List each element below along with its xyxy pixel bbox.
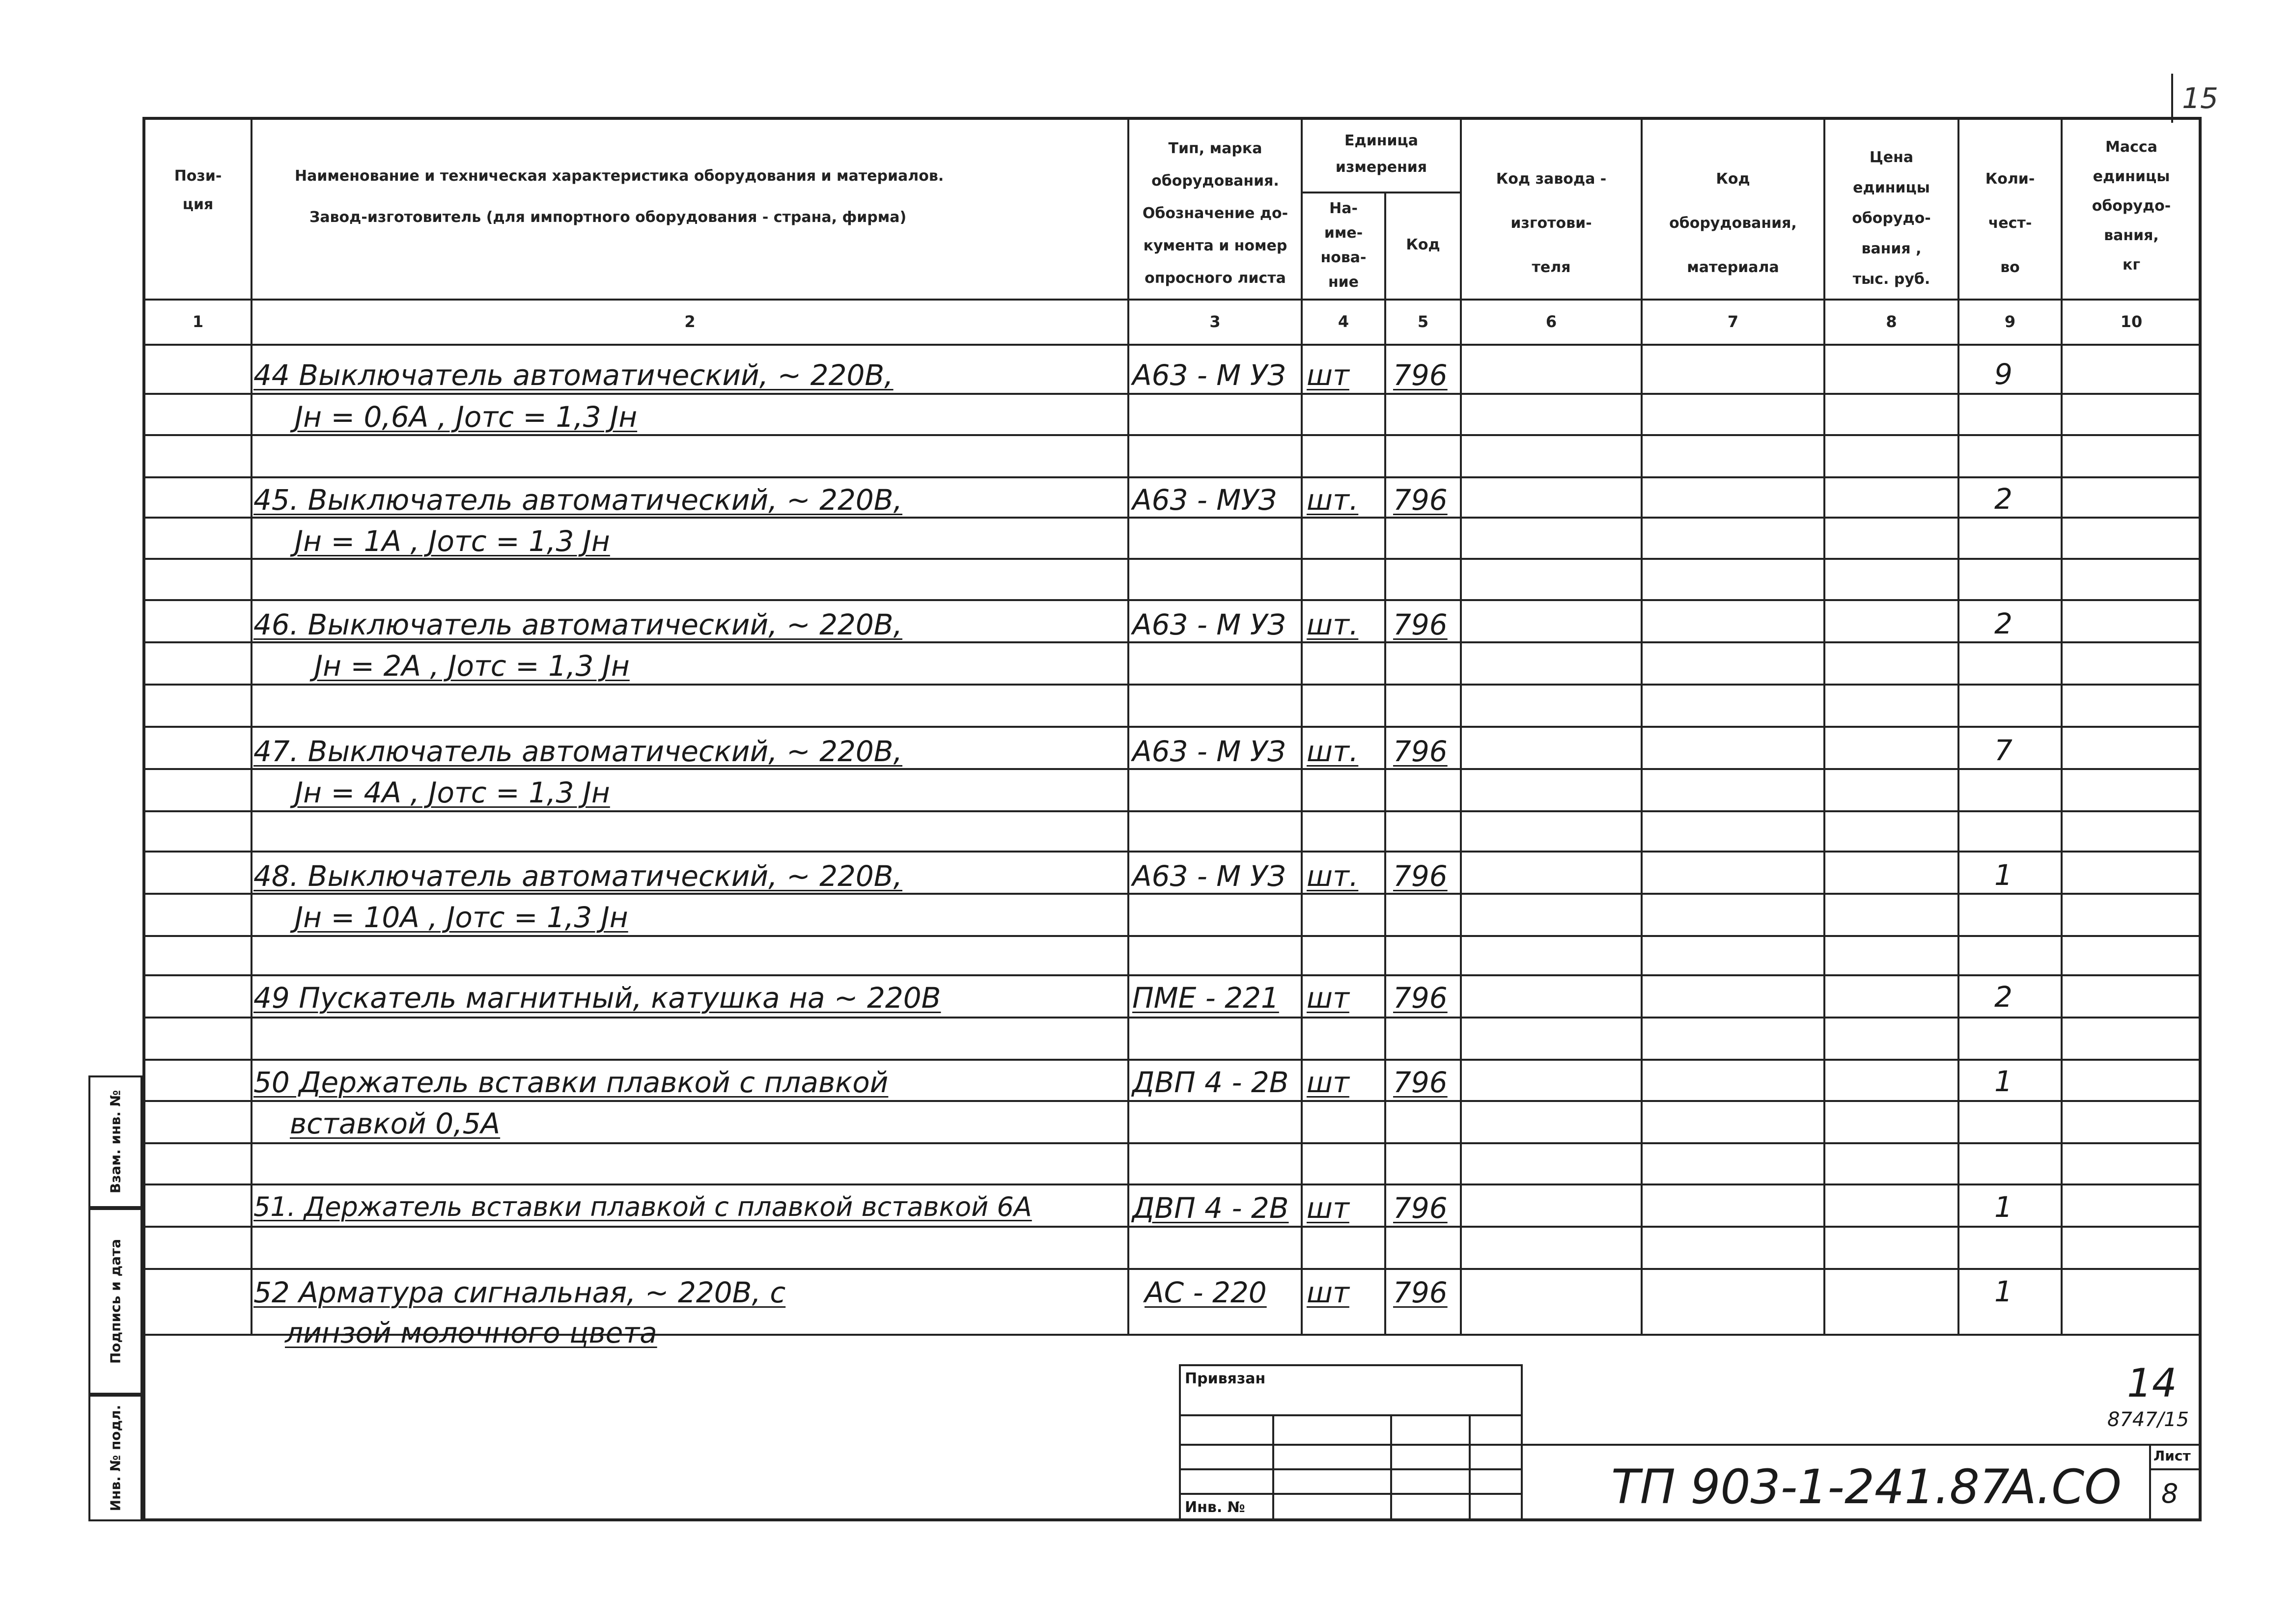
row-47-code: 796: [1393, 735, 1448, 768]
privyazan-block: [1179, 1364, 1523, 1520]
header-col3: Тип, марка оборудования. Обозначение до- кумента и номер опросного листа: [1142, 140, 1288, 287]
row-52-qty: 1: [1994, 1275, 2012, 1308]
row-47-description-2: Jн = 4А , Jотс = 1,3 Jн: [295, 776, 610, 809]
list-cell-line: [2149, 1444, 2151, 1520]
column-number-5: 5: [1417, 312, 1429, 331]
row-line: [142, 393, 2202, 395]
column-number-1: 1: [192, 312, 204, 331]
row-line: [142, 935, 2202, 937]
header-col5: Код: [1406, 236, 1440, 253]
row-49-unit: шт: [1307, 981, 1349, 1015]
row-line: [142, 1059, 2202, 1061]
row-51-code: 796: [1393, 1191, 1448, 1225]
list-label: Лист: [2153, 1448, 2191, 1464]
row-48-qty: 1: [1994, 858, 2012, 892]
row-48-unit: шт.: [1307, 859, 1359, 893]
row-44-unit: шт: [1307, 358, 1349, 392]
row-49-type: ПМЕ - 221: [1132, 981, 1279, 1015]
handwritten-page-number: 14: [2127, 1360, 2177, 1406]
row-line: [142, 1100, 2202, 1102]
row-48-code: 796: [1393, 859, 1448, 893]
column-number-2: 2: [684, 312, 696, 331]
header-unit-group: Единица измерения: [1335, 132, 1427, 176]
row-45-qty: 2: [1994, 482, 2012, 516]
document-code: ТП 903-1-241.87: [1611, 1459, 2010, 1514]
row-46-code: 796: [1393, 608, 1448, 641]
row-51-unit: шт: [1307, 1191, 1349, 1225]
row-48-description: 48. Выключатель автоматический, ~ 220В,: [253, 859, 903, 893]
row-51-type: ДВП 4 - 2В: [1132, 1191, 1289, 1225]
row-line: [142, 558, 2202, 560]
row-44-code: 796: [1393, 358, 1448, 392]
column-number-6: 6: [1545, 312, 1557, 331]
row-line: [142, 517, 2202, 519]
row-line: [142, 893, 2202, 895]
row-48-type: А63 - М УЗ: [1132, 859, 1286, 893]
header-col1: Пози- ция: [174, 167, 222, 213]
header-col7: Код оборудования, материала: [1669, 170, 1797, 276]
header-bottom-line: [142, 299, 2202, 301]
title-block-line: [1523, 1444, 2202, 1446]
sheet-top-number: 15: [2171, 74, 2227, 123]
row-line: [142, 476, 2202, 478]
row-line: [142, 726, 2202, 728]
row-line: [142, 974, 2202, 976]
column-number-3: 3: [1209, 312, 1221, 331]
inv-no-label: Инв. №: [1185, 1499, 1245, 1516]
header-col4: На- име- нова- ние: [1320, 200, 1367, 291]
col-line-4: [1384, 192, 1386, 1335]
row-45-description-2: Jн = 1А , Jотс = 1,3 Jн: [295, 524, 610, 558]
side-stamp-signature-date: Подпись и дата: [88, 1208, 142, 1395]
row-45-description: 45. Выключатель автоматический, ~ 220В,: [253, 483, 903, 517]
privyazan-line: [1179, 1468, 1523, 1470]
header-col6: Код завода - изготови- теля: [1496, 170, 1607, 276]
row-50-description: 50 Держатель вставки плавкой с плавкой: [253, 1066, 889, 1099]
row-line: [142, 1268, 2202, 1270]
row-line: [142, 1142, 2202, 1144]
row-line: [142, 768, 2202, 770]
row-46-qty: 2: [1994, 607, 2012, 640]
row-52-code: 796: [1393, 1276, 1448, 1309]
row-46-description: 46. Выключатель автоматический, ~ 220В,: [253, 608, 903, 641]
row-52-description-2: линзой молочного цвета: [285, 1316, 657, 1349]
row-47-type: А63 - М УЗ: [1132, 735, 1286, 768]
row-44-qty: 9: [1994, 358, 2012, 391]
row-line: [142, 851, 2202, 853]
privyazan-line: [1179, 1493, 1523, 1495]
privyazan-line: [1179, 1414, 1523, 1416]
row-44-description-2: Jн = 0,6А , Jотс = 1,3 Jн: [295, 400, 638, 434]
privyazan-col: [1469, 1414, 1471, 1520]
row-48-description-2: Jн = 10А , Jотс = 1,3 Jн: [295, 901, 628, 934]
row-49-qty: 2: [1994, 980, 2012, 1014]
row-line: [142, 1184, 2202, 1185]
row-44-description: 44 Выключатель автоматический, ~ 220В,: [253, 358, 894, 392]
row-52-description: 52 Арматура сигнальная, ~ 220В, с: [253, 1276, 786, 1309]
number-row-bottom-line: [142, 344, 2202, 346]
row-line: [142, 599, 2202, 601]
privyazan-col: [1390, 1414, 1392, 1520]
row-46-type: А63 - М УЗ: [1132, 608, 1286, 641]
row-45-type: А63 - МУЗ: [1132, 483, 1277, 517]
row-44-type: А63 - М УЗ: [1132, 358, 1286, 392]
row-49-description: 49 Пускатель магнитный, катушка на ~ 220В: [253, 981, 941, 1015]
row-51-qty: 1: [1994, 1190, 2012, 1224]
row-line: [142, 1017, 2202, 1018]
row-line: [142, 641, 2202, 643]
row-51-description: 51. Держатель вставки плавкой с плавкой вставкой 6А: [253, 1191, 1032, 1222]
list-cell-line: [2149, 1468, 2202, 1470]
row-50-type: ДВП 4 - 2В: [1132, 1066, 1289, 1099]
row-52-type: АС - 220: [1145, 1276, 1267, 1309]
row-line: [142, 684, 2202, 686]
row-46-description-2: Jн = 2А , Jотс = 1,3 Jн: [314, 649, 630, 683]
row-52-unit: шт: [1307, 1276, 1349, 1309]
column-number-4: 4: [1338, 312, 1349, 331]
column-number-8: 8: [1886, 312, 1897, 331]
column-number-9: 9: [2004, 312, 2016, 331]
header-col10: Масса единицы оборудо- вания, кг: [2092, 138, 2171, 274]
column-number-7: 7: [1727, 312, 1739, 331]
privyazan-line: [1179, 1444, 1523, 1446]
header-col8: Цена единицы оборудо- вания , тыс. руб.: [1852, 149, 1931, 288]
row-50-code: 796: [1393, 1066, 1448, 1099]
privyazan-label: Привязан: [1185, 1370, 1266, 1387]
row-49-code: 796: [1393, 981, 1448, 1015]
row-line: [142, 1226, 2202, 1228]
row-50-unit: шт: [1307, 1066, 1349, 1099]
header-col9: Коли- чест- во: [1985, 170, 2035, 276]
row-47-description: 47. Выключатель автоматический, ~ 220В,: [253, 735, 903, 768]
header-col2: Наименование и техническая характеристика оборудования и материалов. Завод-изготовитель (для импортного оборудования - страна, фирма): [295, 167, 944, 226]
row-50-description-2: вставкой 0,5А: [290, 1107, 501, 1140]
privyazan-col: [1272, 1414, 1274, 1520]
row-line: [142, 810, 2202, 812]
row-45-unit: шт.: [1307, 483, 1359, 517]
list-value: 8: [2161, 1478, 2179, 1509]
row-47-unit: шт.: [1307, 735, 1359, 768]
unit-group-line: [1301, 192, 1460, 193]
handwritten-reference: 8747/15: [2107, 1408, 2189, 1431]
row-47-qty: 7: [1994, 734, 2012, 767]
row-46-unit: шт.: [1307, 608, 1359, 641]
side-stamp-replace-inv: Взам. инв. №: [88, 1075, 142, 1208]
side-stamp-original-inv: Инв. № подл.: [88, 1395, 142, 1521]
row-50-qty: 1: [1994, 1065, 2012, 1098]
row-45-code: 796: [1393, 483, 1448, 517]
row-line: [142, 434, 2202, 436]
document-suffix: А.СО: [2004, 1459, 2122, 1514]
column-number-10: 10: [2120, 312, 2143, 331]
